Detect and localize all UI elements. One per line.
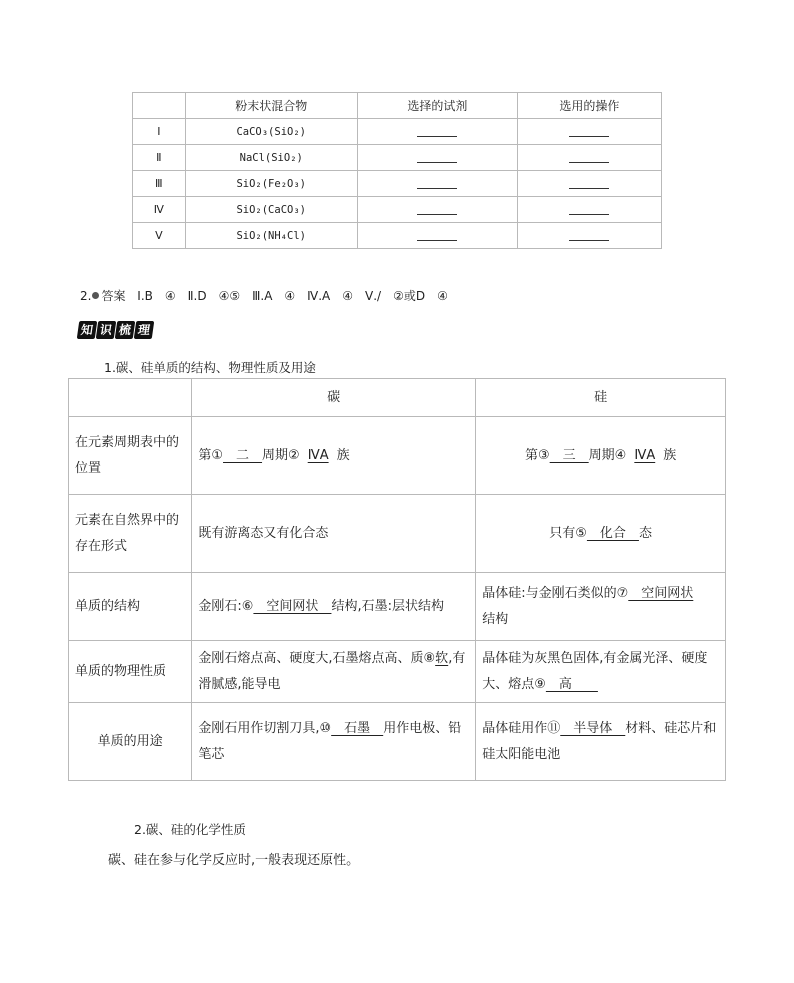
row-label: Ⅱ — [133, 145, 186, 171]
filled-blank: 软 — [435, 650, 449, 666]
banner-char: 梳 — [115, 321, 136, 339]
silicon-structure-cell — [476, 573, 726, 641]
answer-blank[interactable] — [417, 228, 457, 241]
cell-text: 金刚石用作切割刀具,⑩ — [198, 720, 332, 736]
header-cell-blank — [69, 379, 192, 417]
carbon-physical-cell — [192, 641, 476, 703]
properties-table — [68, 378, 726, 781]
section-heading-2: 2.碳、硅的化学性质 — [134, 822, 246, 837]
row-label: 单质的用途 — [69, 703, 192, 781]
header-cell-operation: 选用的操作 — [517, 93, 661, 119]
answer-blank[interactable] — [569, 150, 609, 163]
mixture-cell: NaCl(SiO₂) — [185, 145, 357, 171]
banner-char: 理 — [134, 321, 155, 339]
cell-text: 金刚石:⑥ — [198, 598, 254, 614]
filled-blank: 空间网状 — [253, 598, 332, 614]
table-header-row — [69, 379, 726, 417]
answer-blank[interactable] — [417, 124, 457, 137]
cell-text: 周期④ — [588, 447, 627, 463]
operation-blank-cell — [517, 223, 661, 249]
table-row — [133, 171, 662, 197]
cell-text: 结构,石墨:层状结构 — [331, 598, 444, 614]
cell-text: 晶体硅为灰黑色固体,有金属光泽、硬度大、熔点⑨ — [482, 650, 708, 692]
mixture-cell: SiO₂(NH₄Cl) — [185, 223, 357, 249]
carbon-structure-cell — [192, 573, 476, 641]
answer-blank[interactable] — [569, 202, 609, 215]
table-row — [69, 573, 726, 641]
operation-blank-cell — [517, 171, 661, 197]
answer-line — [80, 287, 448, 304]
table-row — [133, 145, 662, 171]
reagent-blank-cell — [357, 223, 517, 249]
reagent-blank-cell — [357, 171, 517, 197]
carbon-position-cell — [192, 417, 476, 495]
header-cell-reagent: 选择的试剂 — [357, 93, 517, 119]
row-label: Ⅰ — [133, 119, 186, 145]
filled-blank: 三 — [549, 447, 589, 463]
cell-text: 晶体硅:与金刚石类似的⑦ — [482, 585, 629, 601]
silicon-usage-cell — [476, 703, 726, 781]
cell-text: 第③ — [525, 447, 550, 463]
table-row — [69, 703, 726, 781]
filled-blank: 二 — [223, 447, 263, 463]
table-row — [133, 197, 662, 223]
answer-blank[interactable] — [417, 176, 457, 189]
mixture-cell: SiO₂(CaCO₃) — [185, 197, 357, 223]
row-label: Ⅴ — [133, 223, 186, 249]
cell-text: 晶体硅用作⑪ — [482, 720, 561, 736]
filled-blank: ⅣA — [634, 447, 656, 463]
reagent-blank-cell — [357, 197, 517, 223]
filled-blank: 石墨 — [331, 720, 384, 736]
reagent-blank-cell — [357, 119, 517, 145]
cell-text: 族 — [336, 447, 350, 463]
chemical-property-note: 碳、硅在参与化学反应时,一般表现还原性。 — [108, 853, 360, 868]
answer-blank[interactable] — [569, 228, 609, 241]
answer-text: Ⅰ.B ④ Ⅱ.D ④⑤ Ⅲ.A ④ Ⅳ.A ④ Ⅴ./ ②或D ④ — [137, 289, 448, 303]
row-label: Ⅲ — [133, 171, 186, 197]
answer-blank[interactable] — [569, 124, 609, 137]
cell-text: 第① — [198, 447, 224, 463]
cell-text: 材料、硅芯片和硅太阳能电池 — [482, 720, 717, 762]
section-heading-1: 1.碳、硅单质的结构、物理性质及用途 — [104, 360, 316, 375]
cell-text: ,有滑腻感,能导电 — [198, 650, 466, 692]
filled-blank: ⅣA — [307, 447, 329, 463]
header-cell-carbon: 碳 — [192, 379, 476, 417]
answer-dot-icon — [92, 292, 99, 299]
header-cell-silicon: 硅 — [476, 379, 726, 417]
header-cell-blank — [133, 93, 186, 119]
row-label: 元素在自然界中的存在形式 — [69, 495, 192, 573]
answer-label: 答案 — [101, 289, 126, 303]
cell-text: 结构 — [482, 611, 509, 627]
cell-text: 只有⑤ — [549, 525, 587, 541]
table-row — [69, 641, 726, 703]
table-row — [69, 495, 726, 573]
table-row — [69, 417, 726, 495]
filled-blank: 高 — [545, 676, 598, 692]
mixture-cell: CaCO₃(SiO₂) — [185, 119, 357, 145]
cell-text: 周期② — [262, 447, 300, 463]
table-row — [133, 223, 662, 249]
row-label: 单质的物理性质 — [69, 641, 192, 703]
filled-blank: 化合 — [586, 525, 639, 541]
row-label: 单质的结构 — [69, 573, 192, 641]
carbon-existence-cell: 既有游离态又有化合态 — [192, 495, 476, 573]
cell-text: 族 — [663, 447, 677, 463]
cell-text: 金刚石熔点高、硬度大,石墨熔点高、质⑧ — [198, 650, 436, 666]
operation-blank-cell — [517, 119, 661, 145]
answer-blank[interactable] — [569, 176, 609, 189]
answer-blank[interactable] — [417, 150, 457, 163]
row-label: Ⅳ — [133, 197, 186, 223]
reagent-blank-cell — [357, 145, 517, 171]
question-number: 2. — [80, 289, 92, 303]
operation-blank-cell — [517, 197, 661, 223]
answer-blank[interactable] — [417, 202, 457, 215]
silicon-existence-cell — [476, 495, 726, 573]
filled-blank: 半导体 — [560, 720, 626, 736]
knowledge-review-banner — [78, 321, 154, 341]
banner-char: 识 — [96, 321, 117, 339]
cell-text: 用作电极、铅笔芯 — [198, 720, 462, 762]
silicon-position-cell — [476, 417, 726, 495]
filled-blank: 空间网状 — [628, 585, 694, 601]
table-header-row — [133, 93, 662, 119]
banner-char: 知 — [77, 321, 98, 339]
table-row — [133, 119, 662, 145]
cell-text: 态 — [638, 525, 652, 541]
silicon-physical-cell — [476, 641, 726, 703]
operation-blank-cell — [517, 145, 661, 171]
carbon-usage-cell — [192, 703, 476, 781]
mixture-cell: SiO₂(Fe₂O₃) — [185, 171, 357, 197]
separation-table — [132, 92, 662, 249]
header-cell-mixture: 粉末状混合物 — [185, 93, 357, 119]
row-label: 在元素周期表中的位置 — [69, 417, 192, 495]
